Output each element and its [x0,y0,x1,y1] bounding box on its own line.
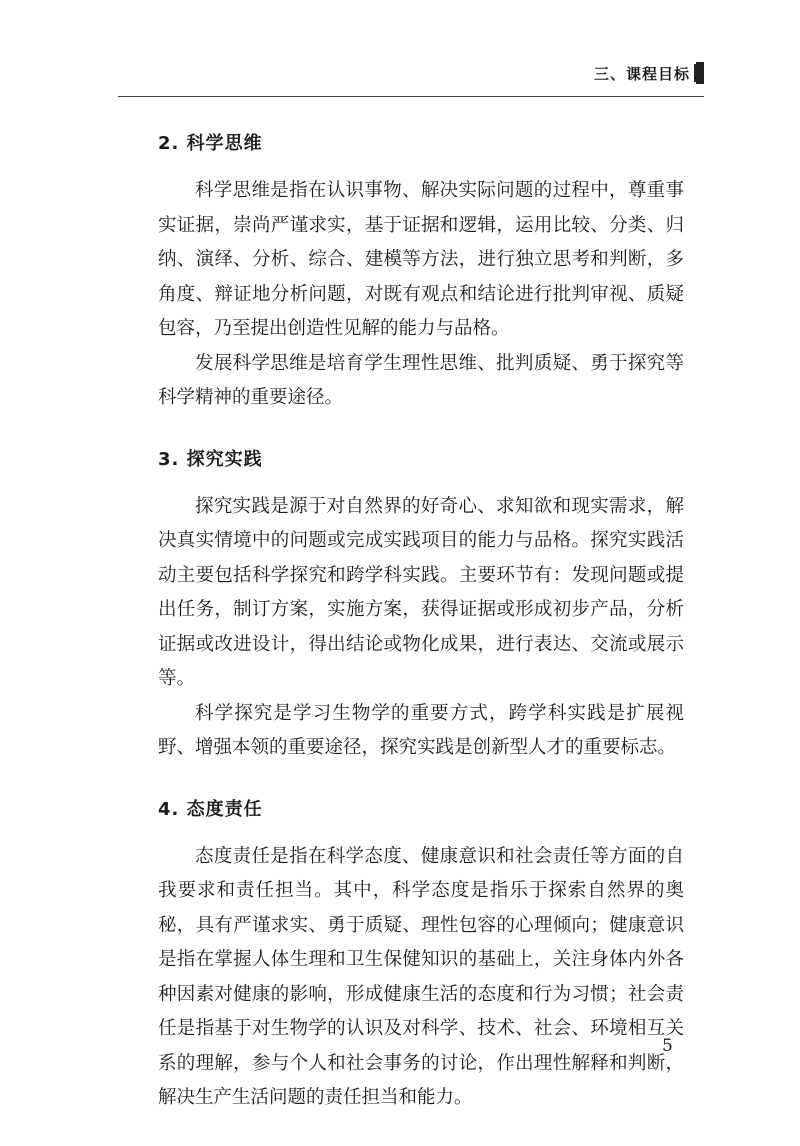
paragraph: 探究实践是源于对自然界的好奇心、求知欲和现实需求，解决真实情境中的问题或完成实践项目的能力与品格。探究实践活动主要包括科学探究和跨学科实践。主要环节有：发现问题或提出任务，制订方案，实施方案，获得证据或形成初步产品，分析证据或改进设计，得出结论或物化成果，进行表达、交流或展示等。 [158,495,684,689]
paragraph: 科学思维是指在认识事物、解决实际问题的过程中，尊重事实证据，崇尚严谨求实，基于证据和逻辑，运用比较、分类、归纳、演绎、分析、综合、建模等方法，进行独立思考和判断，多角度、辩证地分析问题，对既有观点和结论进行批判审视、质疑包容，乃至提出创造性见解的能力与品格。 [158,180,684,339]
page-number: 5 [662,1036,673,1056]
section-attitude-responsibility [158,796,684,1116]
paragraph: 态度责任是指在科学态度、健康意识和社会责任等方面的自我要求和责任担当。其中，科学态度是指乐于探索自然界的奥秘，具有严谨求实、勇于质疑、理性包容的心理倾向；健康意识是指在掌握人体生理和卫生保健知识的基础上，关注身体内外各种因素对健康的影响，形成健康生活的态度和行为习惯；社会责任是指基于对生物学的认识及对科学、技术、社会、环境相互关系的理解，参与个人和社会事务的讨论，作出理性解释和判断，解决生产生活问题的责任担当和能力。 [158,845,684,1108]
section-heading: 3. 探究实践 [158,448,263,470]
header-bar-ornament [696,62,704,84]
running-header [594,62,704,84]
section-heading: 4. 态度责任 [158,798,263,820]
section-inquiry-practice [158,446,684,766]
paragraph: 科学探究是学习生物学的重要方式，跨学科实践是扩展视野、增强本领的重要途径，探究实践是创新型人才的重要标志。 [158,702,684,758]
section-heading: 2. 科学思维 [158,133,263,154]
paragraph: 发展科学思维是培育学生理性思维、批判质疑、勇于探究等科学精神的重要途径。 [158,352,684,408]
header-rule [118,96,704,97]
section-scientific-thinking [158,130,684,416]
running-header-title: 三、课程目标 [593,64,690,83]
page-body [158,130,684,1146]
